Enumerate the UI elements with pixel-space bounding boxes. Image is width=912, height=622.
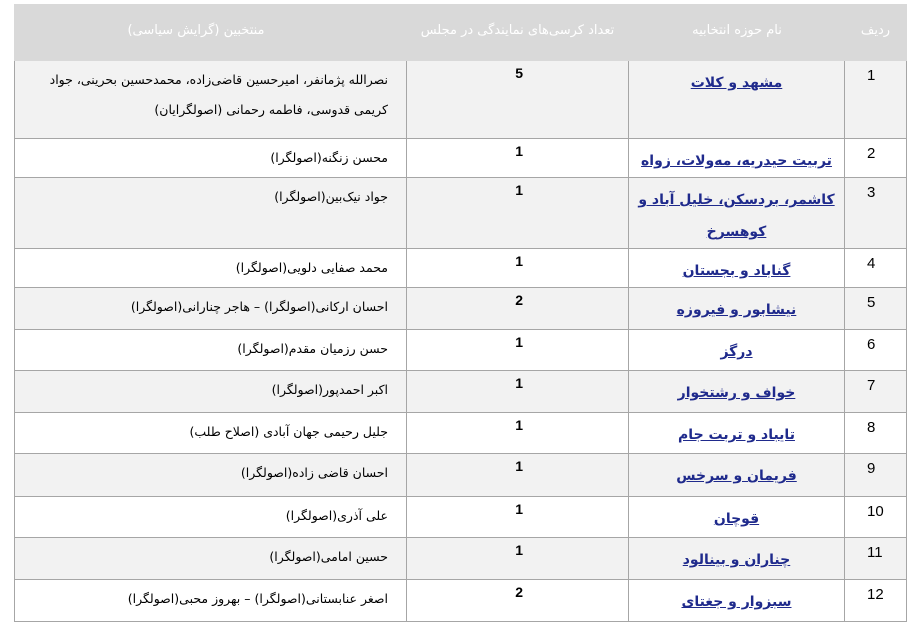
representatives: نصرالله پژمانفر، امیرحسین قاضی‌زاده، محمدحسین بحرینی، جواد کریمی قدوسی، فاطمه رحمانی (اصولگرایان) [15, 61, 407, 139]
district-link[interactable]: خواف و رشتخوار [677, 385, 796, 401]
row-number: 4 [845, 249, 907, 288]
seat-count: 1 [407, 249, 629, 288]
seat-count: 1 [407, 454, 629, 497]
table-row [15, 454, 907, 497]
representatives: حسین امامی(اصولگرا) [15, 538, 407, 580]
representatives: حسن رزمیان مقدم(اصولگرا) [15, 330, 407, 371]
representatives: جلیل رحیمی جهان آبادی (اصلاح طلب) [15, 413, 407, 454]
representatives-table [14, 4, 907, 622]
table-row [15, 538, 907, 580]
seat-count: 2 [407, 288, 629, 330]
seat-count: 1 [407, 538, 629, 580]
seat-count: 1 [407, 178, 629, 249]
district-link[interactable]: چناران و بینالود [682, 552, 791, 568]
representatives: علی آذری(اصولگرا) [15, 497, 407, 538]
row-number: 10 [845, 497, 907, 538]
district-link[interactable]: قوچان [713, 511, 760, 527]
row-number: 3 [845, 178, 907, 249]
representatives: محسن زنگنه(اصولگرا) [15, 139, 407, 178]
district-link[interactable]: کاشمر، بردسکن، خلیل آباد و کوهسرخ [638, 192, 835, 240]
table-row [15, 61, 907, 139]
district-link[interactable]: گناباد و بجستان [682, 263, 791, 279]
header-row-number: ردیف [845, 5, 907, 61]
representatives: احسان ارکانی(اصولگرا) – هاجر چنارانی(اصولگرا) [15, 288, 407, 330]
seat-count: 2 [407, 580, 629, 622]
table-row [15, 249, 907, 288]
seat-count: 1 [407, 139, 629, 178]
representatives: جواد نیک‌بین(اصولگرا) [15, 178, 407, 249]
seat-count: 1 [407, 497, 629, 538]
header-row [15, 5, 907, 61]
row-number: 7 [845, 371, 907, 413]
district-link[interactable]: مشهد و کلات [690, 75, 783, 91]
representatives: احسان قاضی زاده(اصولگرا) [15, 454, 407, 497]
header-representatives: منتخبین (گرایش سیاسی) [15, 5, 407, 61]
row-number: 6 [845, 330, 907, 371]
table-row [15, 288, 907, 330]
district-link[interactable]: نیشابور و فیروزه [676, 302, 797, 318]
table-row [15, 371, 907, 413]
row-number: 12 [845, 580, 907, 622]
row-number: 2 [845, 139, 907, 178]
row-number: 5 [845, 288, 907, 330]
district-link[interactable]: فریمان و سرخس [676, 468, 797, 484]
district-link[interactable]: سبزوار و جغتای [681, 594, 792, 610]
seat-count: 1 [407, 330, 629, 371]
header-district: نام حوزه انتخابیه [629, 5, 845, 61]
seat-count: 5 [407, 61, 629, 139]
table-row [15, 139, 907, 178]
representatives: اصغر عنابستانی(اصولگرا) – بهروز محبی(اصولگرا) [15, 580, 407, 622]
representatives: محمد صفایی دلویی(اصولگرا) [15, 249, 407, 288]
representatives: اکبر احمدپور(اصولگرا) [15, 371, 407, 413]
table-row [15, 580, 907, 622]
row-number: 8 [845, 413, 907, 454]
seat-count: 1 [407, 371, 629, 413]
table-row [15, 413, 907, 454]
header-seats: تعداد کرسی‌های نمایندگی در مجلس [407, 5, 629, 61]
district-link[interactable]: درگز [720, 344, 753, 360]
table-row [15, 497, 907, 538]
row-number: 11 [845, 538, 907, 580]
district-link[interactable]: تربیت حیدریه، مه‌ولات، زواه [641, 153, 832, 169]
table-row [15, 178, 907, 249]
table-row [15, 330, 907, 371]
row-number: 9 [845, 454, 907, 497]
row-number: 1 [845, 61, 907, 139]
seat-count: 1 [407, 413, 629, 454]
district-link[interactable]: تایباد و تربت جام [678, 427, 795, 443]
